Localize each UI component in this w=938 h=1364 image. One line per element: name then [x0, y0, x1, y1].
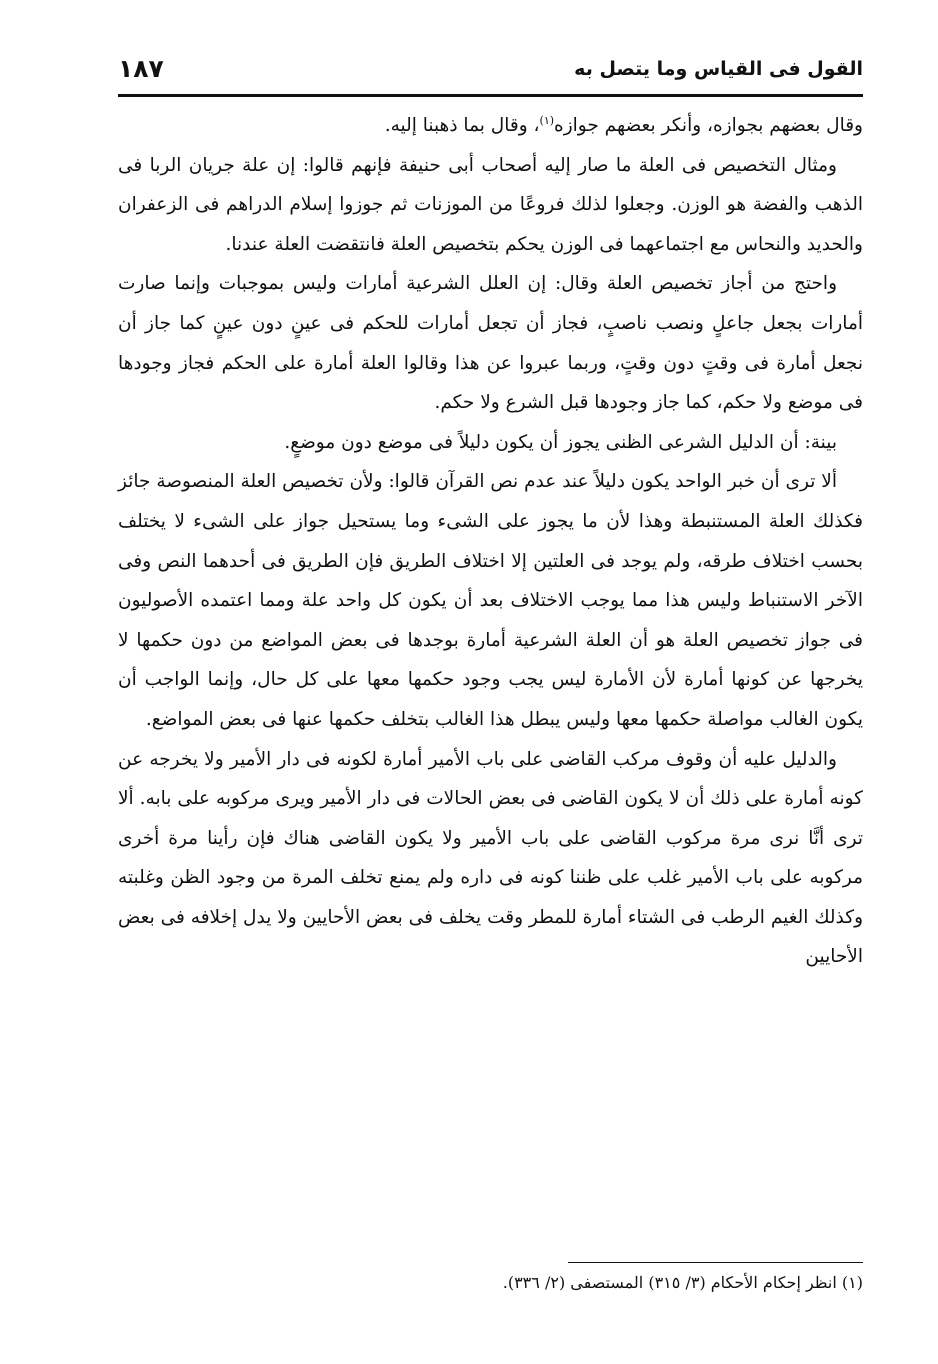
paragraph-text: ومثال التخصيص فى العلة ما صار إليه أصحاب أبى حنيفة فإنهم قالوا: إن علة جريان الربا فى الذهب والفضة هو الوزن. وجعلوا لذلك فروعًا من الموزنات ثم جوزوا إسلام الدراهم فى الزعفران والحديد والنحاس مع اجتماعهما فى الوزن يحكم بتخصيص العلة فانتقضت العلة عندنا. — [118, 154, 863, 255]
paragraph-text: ، وقال بما ذهبنا إليه. — [384, 115, 540, 136]
paragraph-2 — [118, 146, 863, 265]
paragraph-text: ألا ترى أن خبر الواحد يكون دليلاً عند عدم نص القرآن قالوا: ولأن تخصيص العلة المنصوصة جائز فكذلك العلة المستنبطة وهذا لأن ما يجوز على الشىء وما يستحيل جواز على الشىء لا يختلف بحسب اختلاف طرقه، ولم يوجد فى العلتين إلا اختلاف الطريق فإن الطريق فى أحدهما النص وفى الآخر الاستنباط وليس هذا مما يوجب الاختلاف بعد أن يكون كل واحد علة ومما اعتمده الأصوليون فى جواز تخصيص العلة هو أن العلة الشرعية أمارة بوجدها فى بعض المواضع من دون حكمها لا يخرجها عن كونها أمارة لأن الأمارة ليس يجب وجود حكمها معها على كل حال، وإنما الواجب أن يكون الغالب مواصلة حكمها معها وليس يبطل هذا الغالب بتخلف حكمها عنها فى بعض المواضع. — [118, 471, 863, 730]
header-rule — [118, 94, 863, 97]
paragraph-text: بينة: أن الدليل الشرعى الظنى يجوز أن يكون دليلاً فى موضع دون موضعٍ. — [284, 431, 837, 453]
paragraph-text: والدليل عليه أن وقوف مركب القاضى على باب الأمير أمارة لكونه فى دار الأمير ولا يخرجه عن كونه أمارة على ذلك أن لا يكون القاضى فى بعض الحالات فى دار الأمير ويرى مركوبه على بابه. ألا ترى أنَّا نرى مرة مركوب القاضى على باب الأمير ولا يكون القاضى هناك فإن رأينا مرة أخرى مركوبه على باب الأمير غلب على ظننا كونه فى داره ولم يمنع تخلف المرة من وجود الظن وغلبته وكذلك الغيم الرطب فى الشتاء أمارة للمطر وقت يخلف فى بعض الأحايين ولا يدل إخلافه فى بعض الأحايين — [118, 748, 863, 968]
paragraph-4 — [118, 423, 863, 463]
footnote-rule — [568, 1262, 863, 1263]
paragraph-6 — [118, 740, 863, 978]
page-header — [118, 52, 863, 92]
running-title: القول فى القياس وما يتصل به — [574, 58, 863, 80]
body-text — [118, 106, 863, 977]
footnote-reference[interactable]: (١) — [539, 113, 555, 127]
paragraph-3 — [118, 264, 863, 422]
paragraph-5 — [118, 462, 863, 739]
paragraph-text: واحتج من أجاز تخصيص العلة وقال: إن العلل الشرعية أمارات وليس بموجبات وإنما صارت أمارات بجعل جاعلٍ ونصب ناصبٍ، فجاز أن تجعل أمارات للحكم فى عينٍ دون عينٍ كما جاز أن نجعل أمارة فى وقتٍ دون وقتٍ، وربما عبروا عن هذا وقالوا العلة أمارة على الحكم فجاز وجودها فى موضع ولا حكم، كما جاز وجودها قبل الشرع ولا حكم. — [118, 273, 863, 414]
paragraph-text: وقال بعضهم بجوازه، وأنكر بعضهم جوازه — [554, 115, 863, 136]
paragraph-1 — [118, 106, 863, 146]
footnote: (١) انظر إحكام الأحكام (٣/ ٣١٥) المستصفى (٢/ ٣٣٦). — [502, 1273, 863, 1292]
page-number: ١٨٧ — [118, 54, 164, 83]
